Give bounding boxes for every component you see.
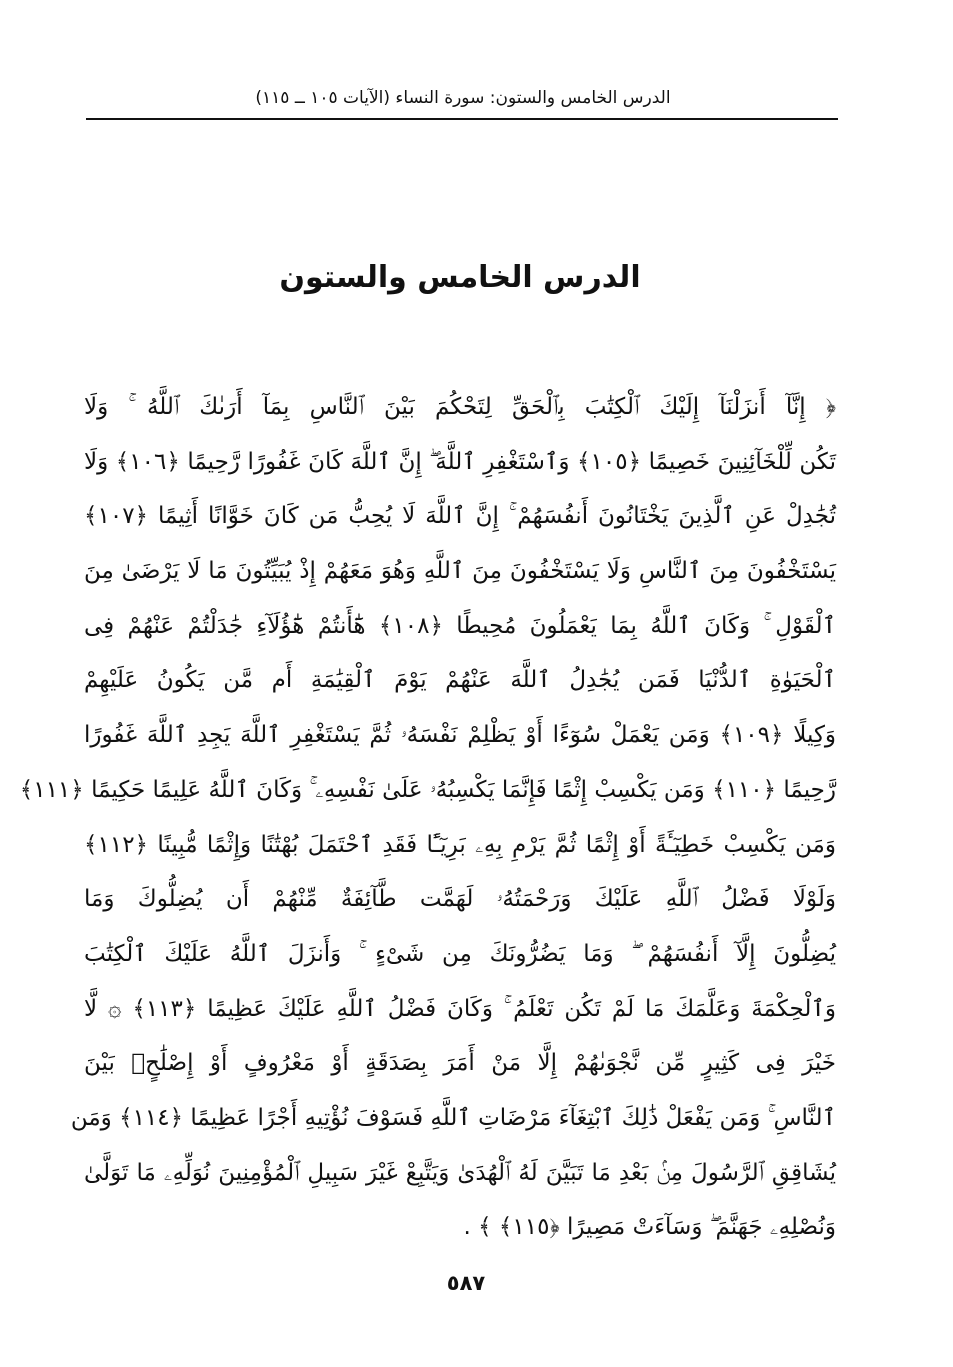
verse-line: خَيْرَ فِى كَثِيرٍ مِّن نَّجْوَىٰهُمْ إِلَّا مَنْ أَمَرَ بِصَدَقَةٍ أَوْ مَعْرُوفٍ أَوْ إِصْلَٰحٍۭ بَيْنَ: [84, 1050, 836, 1077]
lesson-title: الدرس الخامس والستون: [279, 260, 641, 295]
verse-line: يُشَاقِقِ ٱلرَّسُولَ مِنۢ بَعْدِ مَا تَبَيَّنَ لَهُ ٱلْهُدَىٰ وَيَتَّبِعْ غَيْرَ سَبِيلِ ٱلْمُؤْمِنِينَ نُوَلِّهِۦ مَا تَوَلَّىٰ: [84, 1159, 836, 1186]
verse-line: تَكُن لِّلْخَآئِنِينَ خَصِيمًا ﴿١٠٥﴾ وَٱسْتَغْفِرِ ٱللَّهَ ۖ إِنَّ ٱللَّهَ كَانَ غَفُورًا رَّحِيمًا ﴿١٠٦﴾ وَلَا: [84, 448, 836, 475]
verse-line: يُضِلُّونَ إِلَّآ أَنفُسَهُمْ ۖ وَمَا يَضُرُّونَكَ مِن شَىْءٍ ۚ وَأَنزَلَ ٱللَّهُ عَلَيْكَ ٱلْكِتَٰبَ: [84, 940, 836, 967]
verse-line: رَّحِيمًا ﴿١١٠﴾ وَمَن يَكْسِبْ إِثْمًا فَإِنَّمَا يَكْسِبُهُۥ عَلَىٰ نَفْسِهِۦ ۚ وَكَانَ ٱللَّهُ عَلِيمًا حَكِيمًا ﴿١١١﴾: [19, 776, 836, 803]
verse-line: وَمَن يَكْسِبْ خَطِيٓـَٔةً أَوْ إِثْمًا ثُمَّ يَرْمِ بِهِۦ بَرِيٓـًٔا فَقَدِ ٱحْتَمَلَ بُهْتَٰنًا وَإِثْمًا مُّبِينًا ﴿١١٢﴾: [84, 831, 836, 858]
verse-block: [19, 380, 836, 1255]
verse-line: يَسْتَخْفُونَ مِنَ ٱلنَّاسِ وَلَا يَسْتَخْفُونَ مِنَ ٱللَّهِ وَهُوَ مَعَهُمْ إِذْ يُبَيِّتُونَ مَا لَا يَرْضَىٰ مِنَ: [84, 558, 836, 585]
verse-line: ﴿ إِنَّآ أَنزَلْنَآ إِلَيْكَ ٱلْكِتَٰبَ بِٱلْحَقِّ لِتَحْكُمَ بَيْنَ ٱلنَّاسِ بِمَآ أَرَىٰكَ ٱللَّهُ ۚ وَلَا: [84, 394, 836, 420]
verse-line: وَكِيلًا ﴿١٠٩﴾ وَمَن يَعْمَلْ سُوٓءًا أَوْ يَظْلِمْ نَفْسَهُۥ ثُمَّ يَسْتَغْفِرِ ٱللَّهَ يَجِدِ ٱللَّهَ غَفُورًا: [84, 722, 836, 749]
verse-line: ٱلْحَيَوٰةِ ٱلدُّنْيَا فَمَن يُجَٰدِلُ ٱللَّهَ عَنْهُمْ يَوْمَ ٱلْقِيَٰمَةِ أَم مَّن يَكُونُ عَلَيْهِمْ: [84, 667, 836, 694]
page-number: ٥٨٧: [446, 1271, 486, 1295]
running-header: الدرس الخامس والستون: سورة النساء (الآيات ١٠٥ ــ ١١٥): [255, 88, 671, 108]
verse-line: ٱلْقَوْلِ ۚ وَكَانَ ٱللَّهُ بِمَا يَعْمَلُونَ مُحِيطًا ﴿١٠٨﴾ هَٰٓأَنتُمْ هَٰٓؤُلَآءِ جَٰدَلْتُمْ عَنْهُمْ فِى: [84, 612, 836, 639]
header-divider: [86, 118, 838, 120]
verse-line: وَٱلْحِكْمَةَ وَعَلَّمَكَ مَا لَمْ تَكُن تَعْلَمُ ۚ وَكَانَ فَضْلُ ٱللَّهِ عَلَيْكَ عَظِيمًا ﴿١١٣﴾ ۞ لَّا: [84, 995, 836, 1022]
verse-line: وَلَوْلَا فَضْلُ ٱللَّهِ عَلَيْكَ وَرَحْمَتُهُۥ لَهَمَّت طَّآئِفَةٌ مِّنْهُمْ أَن يُضِلُّوكَ وَمَا: [84, 886, 836, 913]
verse-line: وَنُصْلِهِۦ جَهَنَّمَ ۖ وَسَآءَتْ مَصِيرًا ﴿١١٥﴾ ﴾ .: [463, 1214, 836, 1241]
verse-line: ٱلنَّاسِ ۚ وَمَن يَفْعَلْ ذَٰلِكَ ٱبْتِغَآءَ مَرْضَاتِ ٱللَّهِ فَسَوْفَ نُؤْتِيهِ أَجْرًا عَظِيمًا ﴿١١٤﴾ وَمَن: [70, 1104, 836, 1131]
verse-line: تُجَٰدِلْ عَنِ ٱلَّذِينَ يَخْتَانُونَ أَنفُسَهُمْ ۚ إِنَّ ٱللَّهَ لَا يُحِبُّ مَن كَانَ خَوَّانًا أَثِيمًا ﴿١٠٧﴾: [84, 503, 836, 530]
